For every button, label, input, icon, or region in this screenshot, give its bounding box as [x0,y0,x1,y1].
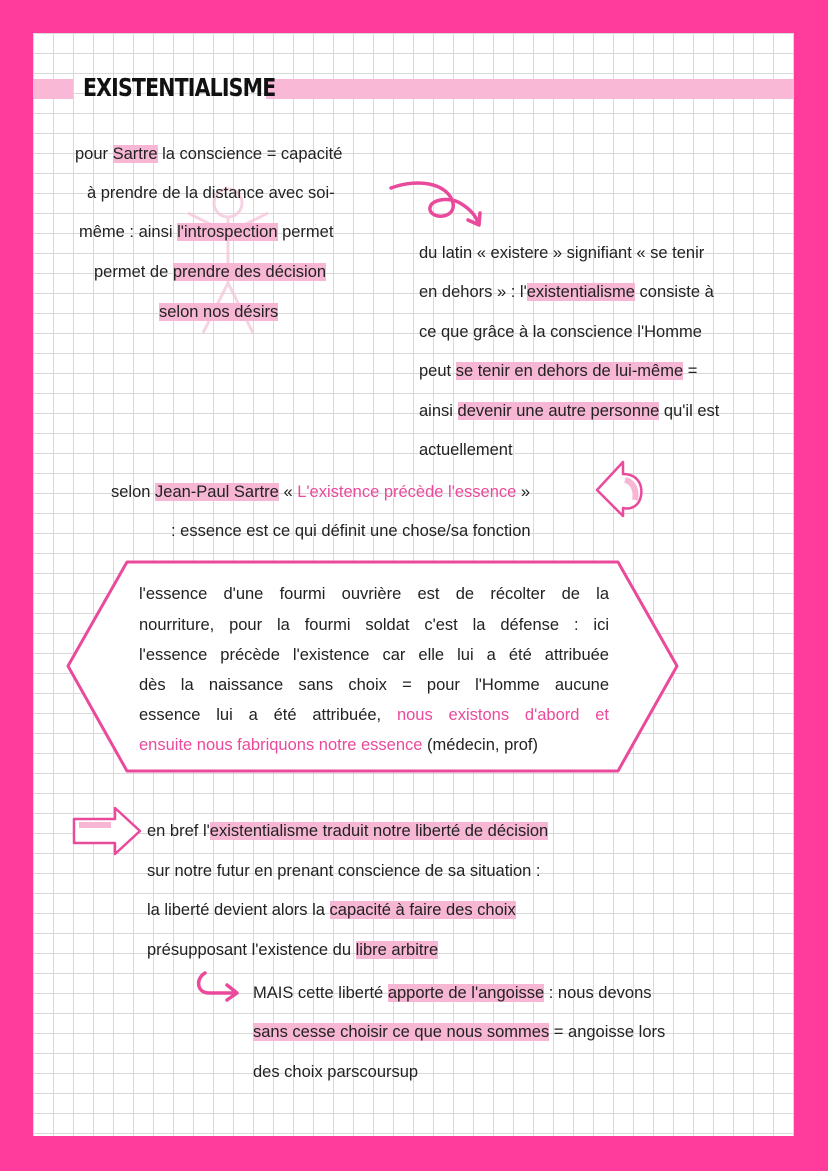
right-line-5 [419,401,719,421]
right-line-1: du latin « existere » signifiant « se tenir [419,244,705,262]
text: consiste à [634,283,714,301]
hexagon-line-1: l'essence d'une fourmi ouvrière est de récolter de la [139,585,609,603]
highlight-autre-personne: devenir une autre personne [457,402,660,420]
summary-line-1 [147,821,548,841]
left-line-4 [94,262,326,282]
right-line-2 [419,282,714,302]
hexagon-line-5 [139,705,609,725]
quote-line-2: : essence est ce qui définit une chose/sa fonction [171,522,531,540]
text: peut [419,362,456,380]
highlight-libre-arbitre: libre arbitre [355,941,439,959]
text: : nous devons [544,984,652,1002]
text: = angoisse lors [549,1023,666,1041]
text: MAIS cette liberté [253,984,388,1002]
right-line-6: actuellement [419,441,513,459]
right-line-4 [419,361,697,381]
text: qu'il est [659,402,720,420]
text: selon [111,483,156,501]
but-line-2 [253,1022,665,1042]
summary-line-2: sur notre futur en prenant conscience de sa situation : [147,862,541,880]
right-arrow-icon [71,805,143,857]
right-line-3: ce que grâce à la conscience l'Homme [419,323,702,341]
text: permet [277,223,334,241]
text: présupposant l'existence du [147,941,356,959]
text: permet de [94,263,173,281]
text: pour [75,145,113,163]
hexagon-line-2: nourriture, pour la fourmi soldat c'est la défense : ici [139,616,609,634]
left-arrow-icon [593,458,648,518]
curly-arrow-icon [388,178,488,233]
highlight-se-tenir: se tenir en dehors de lui-même [455,362,684,380]
highlight-sartre: Sartre [112,145,158,163]
text: la liberté devient alors la [147,901,330,919]
left-line-3 [79,222,333,242]
pink-text: ensuite nous fabriquons notre essence [139,736,423,754]
page-title: EXISTENTIALISME [83,73,276,102]
highlight-decision: prendre des décision [172,263,327,281]
highlight-angoisse: apporte de l'angoisse [387,984,545,1002]
text: essence lui a été attribuée, [139,706,397,724]
text: en bref l' [147,822,210,840]
notebook-page [33,33,794,1136]
text: la conscience = capacité [157,145,343,163]
hook-arrow-icon [193,969,243,1004]
highlight-desires: selon nos désirs [159,303,279,321]
hexagon-line-6 [139,735,538,755]
title-band-right [266,79,794,99]
quote-line-1 [111,482,530,502]
highlight-author: Jean-Paul Sartre [155,483,279,501]
highlight-introspection: l'introspection [177,223,278,241]
left-line-1 [75,144,342,164]
but-line-3: des choix parscoursup [253,1063,419,1081]
text: = [683,362,698,380]
summary-line-4 [147,940,438,960]
quote-text: L'existence précède l'essence [297,483,517,501]
text: (médecin, prof) [422,736,538,754]
text: ainsi [419,402,458,420]
highlight-liberte: existentialisme traduit notre liberté de décision [209,822,549,840]
highlight-existentialisme: existentialisme [526,283,635,301]
highlight-choisir: sans cesse choisir ce que nous sommes [253,1023,550,1041]
left-line-5 [159,302,278,322]
pink-text: nous existons d'abord et [396,706,609,724]
hexagon-line-4: dès la naissance sans choix = pour l'Homme aucune [139,676,609,694]
text: » [516,483,531,501]
hexagon-line-3: l'essence précède l'existence car elle lui a été attribuée [139,646,609,664]
summary-line-3 [147,900,516,920]
highlight-choix: capacité à faire des choix [329,901,516,919]
title-band-left [33,79,73,99]
but-line-1 [253,983,652,1003]
left-line-2: à prendre de la distance avec soi- [87,184,335,202]
text: en dehors » : l' [419,283,527,301]
text: même : ainsi [79,223,178,241]
text: « [278,483,298,501]
